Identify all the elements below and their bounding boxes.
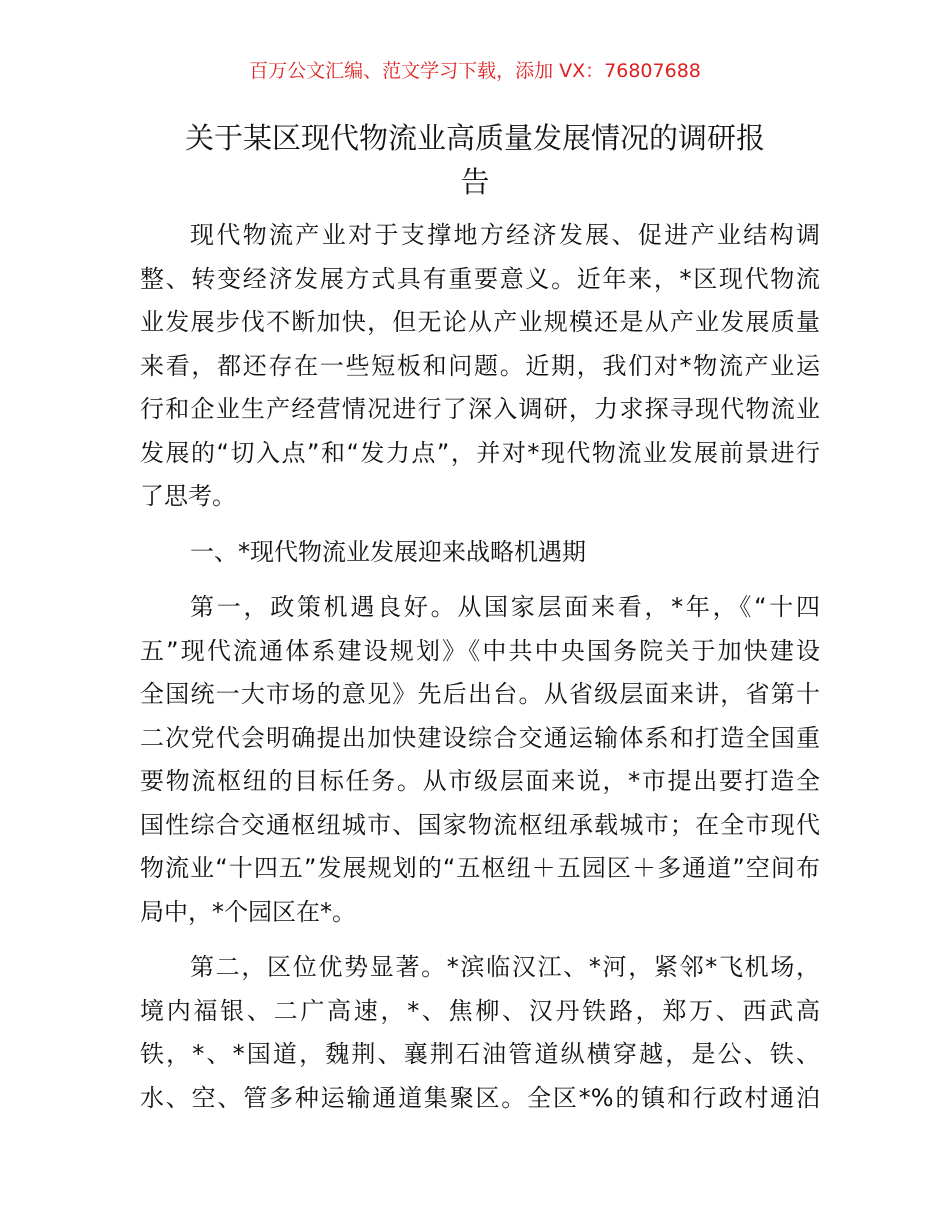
location-paragraph — [140, 946, 820, 1120]
text-line: 境内福银、二广高速，*、焦柳、汉丹铁路，郑万、西武高 — [140, 996, 820, 1025]
text-line: 第一，政策机遇良好。从国家层面来看，*年，《“十四 — [190, 593, 820, 621]
text-line: 整、转变经济发展方式具有重要意义。近年来，*区现代物流 — [140, 264, 820, 293]
text-line: 物流业“十四五”发展规划的“五枢纽＋五园区＋多通道”空间布 — [140, 854, 820, 882]
text-line: 二次党代会明确提出加快建设综合交通运输体系和打造全国重 — [140, 723, 820, 752]
text-line: 发展的“切入点”和“发力点”，并对*现代物流业发展前景进行 — [140, 438, 820, 467]
section-heading — [140, 531, 820, 575]
policy-paragraph — [140, 586, 820, 934]
text-line: 要物流枢纽的目标任务。从市级层面来说，*市提出要打造全 — [140, 767, 820, 795]
text-line: 铁，*、*国道，魏荆、襄荆石油管道纵横穿越，是公、铁、 — [140, 1040, 820, 1068]
document-body — [140, 214, 820, 1120]
text-line: 五”现代流通体系建设规划》《中共中央国务院关于加快建设 — [140, 636, 820, 665]
text-line: 局中，*个园区在*。 — [140, 897, 356, 926]
title-line: 关于某区现代物流业高质量发展情况的调研报 — [184, 121, 765, 155]
text-line: 第二，区位优势显著。*滨临汉江、*河，紧邻*飞机场， — [190, 953, 820, 981]
watermark-header: 百万公文汇编、范文学习下载，添加 VX：76807688 — [249, 60, 701, 82]
text-line: 现代物流产业对于支撑地方经济发展、促进产业结构调 — [190, 221, 820, 249]
text-line: 全国统一大市场的意见》先后出台。从省级层面来讲，省第十 — [140, 680, 820, 708]
text-line: 业发展步伐不断加快，但无论从产业规模还是从产业发展质量 — [140, 308, 820, 336]
title-line: 告 — [460, 165, 490, 199]
text-line: 行和企业生产经营情况进行了深入调研，力求探寻现代物流业 — [140, 395, 820, 423]
text-line: 来看，都还存在一些短板和问题。近期，我们对*物流产业运 — [140, 351, 820, 380]
intro-paragraph — [140, 214, 820, 519]
text-line: 水、空、管多种运输通道集聚区。全区*%的镇和行政村通泊 — [140, 1083, 820, 1112]
text-line: 国性综合交通枢纽城市、国家物流枢纽承载城市；在全市现代 — [140, 810, 820, 839]
heading-line: 一、*现代物流业发展迎来战略机遇期 — [190, 537, 586, 566]
text-line: 了思考。 — [140, 482, 236, 510]
document-title — [130, 116, 820, 204]
